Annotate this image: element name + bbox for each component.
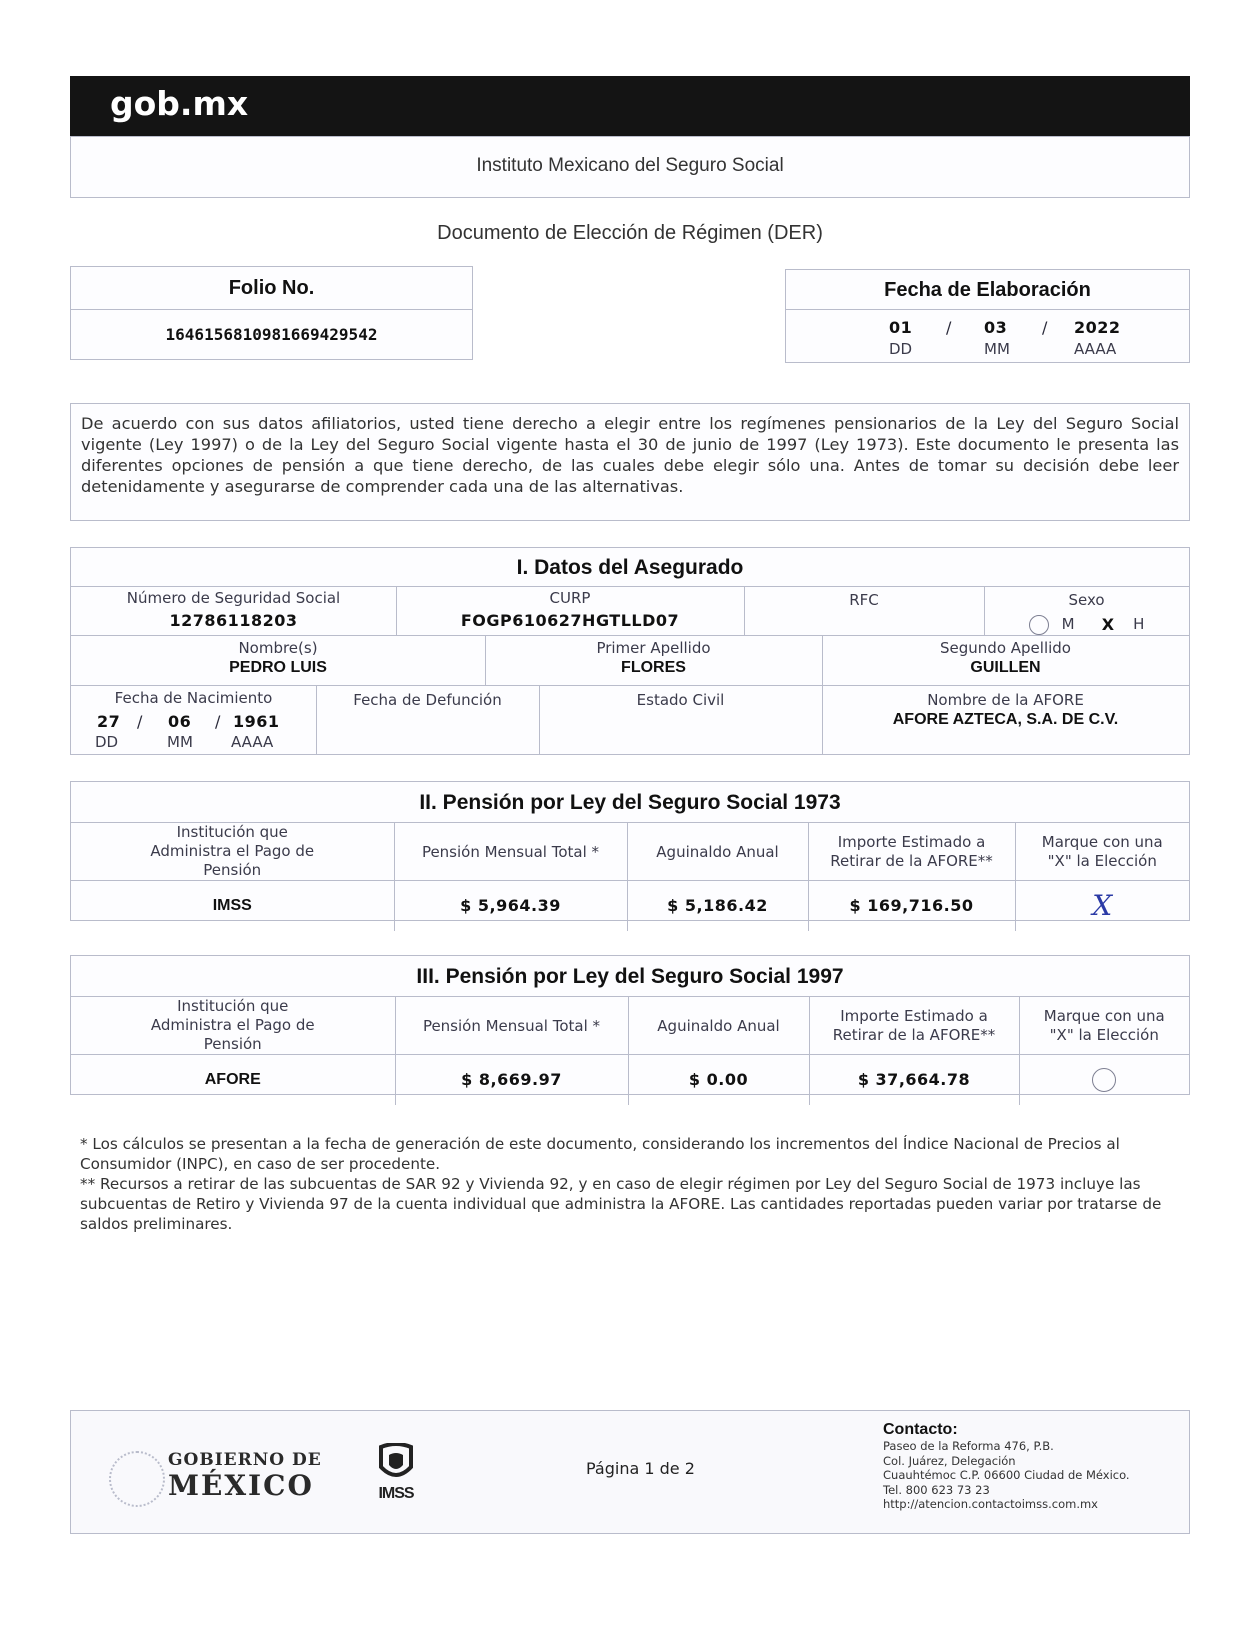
nss-value: 12786118203 [169,611,298,630]
sexo-m-radio[interactable] [1029,615,1049,635]
institute-name: Instituto Mexicano del Seguro Social [476,155,784,176]
fecha-mm-label: MM [984,340,1010,358]
fecha-elaboracion-box [785,269,1190,363]
sexo-m-label: M [1061,615,1075,633]
footnotes [80,1134,1180,1234]
footer-box [70,1410,1190,1534]
header-importe-1973: Importe Estimado a Retirar de la AFORE** [830,832,993,870]
header-aguinaldo-1973: Aguinaldo Anual [656,842,779,861]
header-importe-1997: Importe Estimado a Retirar de la AFORE** [832,1006,996,1044]
sexo-h-mark[interactable]: X [1101,615,1115,634]
nombre-value: PEDRO LUIS [229,659,327,676]
afore-label: Nombre de la AFORE [927,691,1084,709]
nacimiento-mm: 06 [168,712,192,731]
intro-box [70,403,1190,521]
header-institucion-1973: Institución que Administra el Pago de Pensión [150,823,315,879]
folio-label: Folio No. [71,267,472,310]
contact-line: Paseo de la Reforma 476, P.B. [883,1439,1054,1453]
header-pension-1997: Pensión Mensual Total * [422,1016,601,1035]
institucion-1973: IMSS [212,897,252,915]
eleccion-1973-mark[interactable]: X [1092,889,1113,923]
nacimiento-dd-label: DD [95,733,119,751]
intro-text: De acuerdo con sus datos afiliatorios, usted tiene derecho a elegir entre los regímenes pensionarios de la Ley del Seguro Social vigente (Ley 1997) o de la Ley del Seguro Social vigente hasta el 30 de junio de 1997 (Ley 1973). Este documento le presenta las diferentes opciones de pensión a que tiene derecho, de las cuales debe elegir sólo una. Antes de tomar su decisión debe leer detenidamente y asegurarse de comprender cada una de las alternativas. [81,414,1179,496]
contact-line: Cuauhtémoc C.P. 06600 Ciudad de México. [883,1468,1130,1482]
importe-1973: $ 169,716.50 [849,896,974,916]
section-ley-1997-title: III. Pensión por Ley del Seguro Social 1997 [71,956,1189,997]
nacimiento-aaaa: 1961 [233,712,280,731]
primer-apellido-value: FLORES [621,659,686,676]
segundo-apellido-value: GUILLEN [970,659,1041,676]
section-asegurado-title: I. Datos del Asegurado [71,548,1189,587]
fecha-sep-2: / [1042,318,1048,337]
header-aguinaldo-1997: Aguinaldo Anual [657,1016,780,1035]
fecha-dd: 01 [889,318,913,337]
institute-bar [70,136,1190,198]
folio-box [70,266,473,360]
defuncion-label: Fecha de Defunción [353,691,502,709]
eleccion-1997-radio[interactable] [1092,1068,1116,1092]
rfc-label: RFC [849,591,879,609]
nacimiento-aaaa-label: AAAA [231,733,274,751]
curp-value: FOGP610627HGTLLD07 [460,611,680,630]
sexo-label: Sexo [1068,591,1105,609]
fecha-mm: 03 [984,318,1008,337]
primer-apellido-label: Primer Apellido [596,639,711,657]
importe-1997: $ 37,664.78 [857,1070,971,1090]
fecha-aaaa: 2022 [1074,318,1121,337]
segundo-apellido-label: Segundo Apellido [940,639,1071,657]
section-ley-1973-title: II. Pensión por Ley del Seguro Social 1973 [71,782,1189,823]
institucion-1997: AFORE [204,1071,261,1089]
fecha-dd-label: DD [889,340,913,358]
page-number: Página 1 de 2 [586,1459,695,1478]
nacimiento-dd: 27 [97,712,121,731]
section-ley-1997 [70,955,1190,1095]
document-title: Documento de Elección de Régimen (DER) [437,222,823,244]
header-marque-1973: Marque con una "X" la Elección [1041,832,1163,870]
nacimiento-label: Fecha de Nacimiento [114,689,273,707]
gobmx-header-bar [70,76,1190,136]
contact-line: Col. Juárez, Delegación [883,1453,1016,1468]
estado-civil-label: Estado Civil [636,691,725,709]
nacimiento-sep-1: / [137,712,143,731]
gobierno-emblem-icon [109,1451,165,1507]
footnote-1: * Los cálculos se presentan a la fecha de generación de este documento, considerando los incrementos del Índice Nacional de Precios al Consumidor (INPC), en caso de ser procedente. [80,1135,1120,1173]
fecha-elaboracion-label: Fecha de Elaboración [786,270,1189,310]
nombre-label: Nombre(s) [238,639,318,657]
nacimiento-sep-2: / [215,712,221,731]
nss-label: Número de Seguridad Social [126,589,341,607]
curp-label: CURP [549,589,591,607]
imss-logo-text: IMSS [378,1485,414,1502]
aguinaldo-1997: $ 0.00 [688,1070,749,1090]
contact-line: Tel. 800 623 73 23 [883,1482,990,1497]
pension-1997: $ 8,669.97 [461,1070,562,1090]
section-ley-1973 [70,781,1190,921]
header-institucion-1997: Institución que Administra el Pago de Pensión [150,997,315,1053]
fecha-aaaa-label: AAAA [1074,340,1117,358]
contact-title: Contacto: [883,1421,958,1438]
footnote-2: ** Recursos a retirar de las subcuentas de SAR 92 y Vivienda 92, y en caso de elegir régimen por Ley del Seguro Social de 1973 incluye las subcuentas de Retiro y Vivienda 97 de la cuenta individual que administra la AFORE. Las cantidades reportadas pueden variar por tratarse de saldos preliminares. [80,1175,1162,1233]
header-marque-1997: Marque con una "X" la Elección [1043,1006,1165,1044]
gobierno-line1: GOBIERNO DE [168,1450,322,1470]
gobierno-line2: MÉXICO [168,1469,314,1502]
fecha-sep-1: / [946,318,952,337]
section-asegurado [70,547,1190,755]
afore-value: AFORE AZTECA, S.A. DE C.V. [892,711,1119,728]
pension-1973: $ 5,964.39 [460,896,561,916]
gobmx-logo: gob.mx [110,84,249,123]
aguinaldo-1973: $ 5,186.42 [667,896,768,916]
imss-logo-icon [371,1443,421,1502]
nacimiento-mm-label: MM [167,733,193,751]
sexo-h-label: H [1133,615,1145,633]
folio-value: 16461568109816694295‬42 [165,325,378,344]
header-pension-1973: Pensión Mensual Total * [421,842,600,861]
contact-link[interactable]: http://atencion.contactoimss.com.mx [883,1497,1098,1511]
